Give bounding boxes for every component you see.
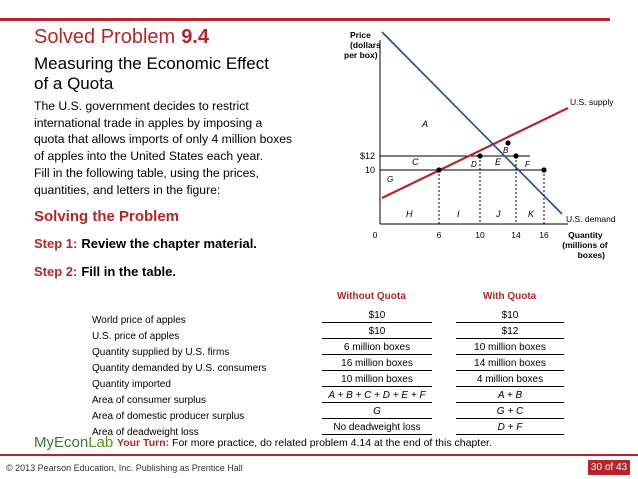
price-tick-12: $12	[359, 151, 375, 161]
row-label: Quantity supplied by U.S. firms	[92, 347, 230, 358]
cell-without: 10 million boxes	[322, 373, 432, 387]
row-label: World price of apples	[92, 315, 186, 326]
area-E: E	[495, 157, 502, 167]
page-number: 30 of 43	[588, 460, 630, 475]
copyright: © 2013 Pearson Education, Inc. Publishing as Prentice Hall	[6, 463, 243, 473]
col-header-with: With Quota	[483, 291, 537, 302]
cell-with: $12	[456, 325, 564, 339]
your-turn-note: Your Turn: For more practice, do related problem 4.14 at the end of this chapter.	[117, 437, 492, 449]
area-D: D	[471, 160, 477, 169]
supply-label: U.S. supply	[570, 97, 614, 107]
footer-rule	[0, 454, 638, 456]
step-1: Step 1: Review the chapter material.	[34, 236, 257, 251]
cell-without: No deadweight loss	[322, 421, 432, 435]
area-J: J	[496, 209, 501, 219]
area-A: A	[422, 119, 429, 129]
row-label: Area of domestic producer surplus	[92, 411, 245, 422]
qty-tick-6: 6	[436, 230, 442, 240]
solving-heading: Solving the Problem	[34, 208, 180, 225]
cell-with: G + C	[456, 405, 564, 419]
area-H: H	[406, 209, 413, 219]
qty-tick-14: 14	[511, 230, 521, 240]
cell-with: D + F	[456, 421, 564, 435]
point-equilibrium	[505, 140, 510, 145]
price-axis-title: Price (dollars per box)	[344, 30, 381, 60]
point-q16-p10	[541, 167, 546, 172]
row-label: Quantity demanded by U.S. consumers	[92, 363, 267, 374]
page-subtitle: Measuring the Economic Effect of a Quota	[34, 54, 269, 93]
area-I: I	[457, 209, 460, 219]
quota-figure	[330, 22, 630, 282]
area-G: G	[387, 175, 394, 184]
row-label: Area of consumer surplus	[92, 395, 206, 406]
area-C: C	[412, 157, 419, 167]
area-F: F	[525, 160, 530, 169]
cell-without: A + B + C + D + E + F	[322, 389, 432, 403]
cell-without: $10	[322, 325, 432, 339]
point-q10-p12	[477, 153, 482, 158]
supply-curve	[382, 108, 568, 198]
cell-without: 6 million boxes	[322, 341, 432, 355]
cell-without: G	[322, 405, 432, 419]
row-label: Quantity imported	[92, 379, 171, 390]
qty-tick-10: 10	[475, 230, 485, 240]
col-header-without: Without Quota	[337, 291, 406, 302]
quantity-axis-title: Quantity (millions of boxes)	[562, 230, 608, 260]
price-tick-10: 10	[364, 165, 375, 175]
cell-without: 16 million boxes	[322, 357, 432, 371]
row-label: U.S. price of apples	[92, 331, 180, 342]
demand-label: U.S. demand	[566, 214, 616, 224]
cell-with: 4 million boxes	[456, 373, 564, 387]
row-label: Area of deadweight loss	[92, 427, 199, 438]
step-2: Step 2: Fill in the table.	[34, 264, 176, 279]
area-K: K	[528, 209, 535, 219]
point-q6-p10	[436, 167, 441, 172]
cell-with: A + B	[456, 389, 564, 403]
header-rule	[0, 18, 610, 21]
page-title: Solved Problem 9.4	[34, 26, 209, 48]
area-B: B	[503, 146, 509, 155]
cell-with: $10	[456, 309, 564, 323]
myeconlab-logo[interactable]: MyEconLab	[34, 434, 114, 451]
point-q14-p12	[513, 153, 518, 158]
qty-tick-16: 16	[539, 230, 549, 240]
cell-with: 10 million boxes	[456, 341, 564, 355]
cell-without: $10	[322, 309, 432, 323]
qty-tick-0: 0	[372, 230, 378, 240]
problem-statement: The U.S. government decides to restrict international trade in apples by imposing a quota that allows imports of only 4 million boxes of apples into the United States each year. Fill in the following table, using the prices, quantities, and letters in the figure:	[34, 99, 293, 197]
problem-number: 9.4	[181, 26, 209, 48]
cell-with: 14 million boxes	[456, 357, 564, 371]
